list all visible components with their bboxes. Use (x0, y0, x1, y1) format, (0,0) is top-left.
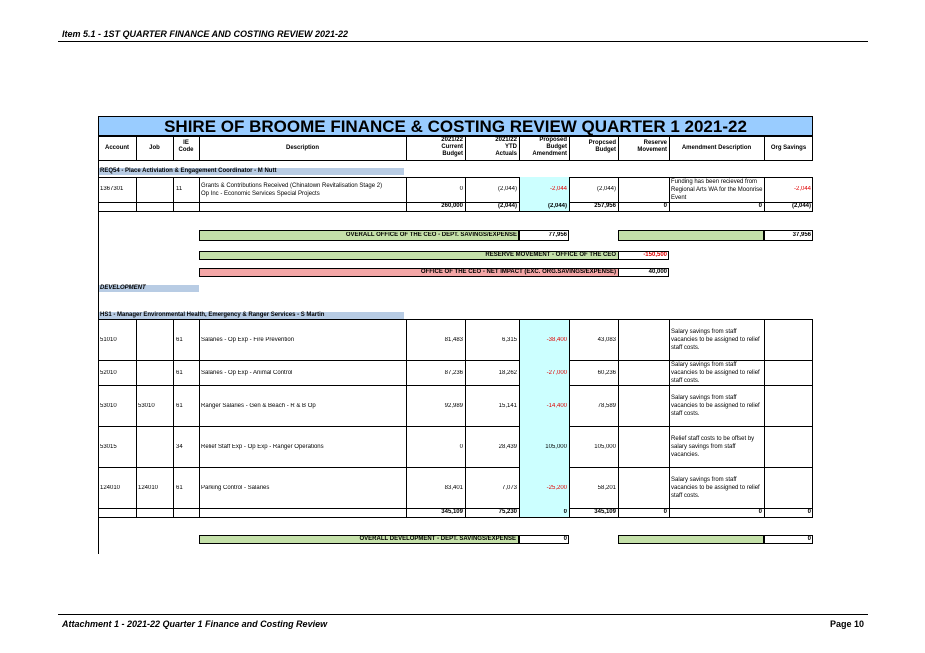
sheet-left-border (98, 116, 99, 554)
dev-savings-label: OVERALL DEVELOPMENT - DEPT. SAVINGS/EXPENSE (359, 536, 516, 542)
account-cell: 53010 (100, 403, 117, 409)
col-description: Description (285, 145, 319, 151)
total-reserve: 0 (663, 203, 667, 209)
page-number: Page 10 (830, 619, 865, 629)
col-reserve-movement: Reserve Movement (637, 140, 667, 153)
col-org-savings: Org Savings (770, 145, 807, 151)
total-current: 260,000 (441, 203, 463, 209)
current-cell: 83,401 (444, 485, 463, 491)
current-cell: 92,989 (444, 403, 463, 409)
amendment-cell: -25,200 (546, 485, 567, 491)
total-reserve: 0 (663, 509, 667, 515)
job-cell: 53010 (138, 403, 155, 409)
amend-desc-cell: Salary savings from staff vacancies to be assigned to relief staff costs. (671, 362, 760, 384)
account-cell: 52010 (100, 370, 117, 376)
current-cell: 87,236 (444, 370, 463, 376)
ceo-savings-label: OVERALL OFFICE OF THE CEO - DEPT. SAVINGS/EXPENSE (345, 232, 517, 238)
ceo-org-value: 37,956 (792, 232, 811, 238)
description-cell: Grants & Contributions Received (Chinatown Revitalisation Stage 2) Op Inc - Economic Services Special Projects (201, 183, 383, 197)
ytd-cell: 28,439 (498, 444, 517, 450)
ytd-cell: (2,044) (497, 186, 517, 192)
total-ytd: (2,044) (497, 203, 517, 209)
col-proposed-budget: Propcsed Budget (588, 140, 616, 153)
ceo-savings-value: 77,956 (548, 232, 567, 238)
amendment-cell: -38,400 (546, 337, 567, 343)
ytd-cell: 7,073 (501, 485, 517, 491)
ytd-cell: 15,141 (498, 403, 517, 409)
current-cell: 0 (459, 186, 463, 192)
total-amend-desc: 0 (758, 509, 762, 515)
amend-desc-cell: Funding has been recieved from Regional Arts WA for the Moonrise Event (671, 179, 763, 201)
description-cell: Salaries - Op Exp - Fire Prevention (201, 337, 295, 343)
item-title: Item 5.1 - 1ST QUARTER FINANCE AND COSTING REVIEW 2021-22 (62, 29, 349, 39)
header-rule (58, 41, 868, 42)
total-amendment: 0 (563, 509, 567, 515)
ie-cell: 34 (176, 444, 183, 450)
attachment-label: Attachment 1 - 2021-22 Quarter 1 Finance and Costing Review (62, 619, 328, 629)
ie-cell: 61 (176, 370, 183, 376)
total-amend-desc: 0 (758, 203, 762, 209)
col-amendment-description: Amendment Description (681, 145, 752, 151)
account-cell: 1367301 (100, 186, 124, 192)
proposed-cell: 105,000 (594, 444, 616, 450)
dev-org-value: 0 (807, 536, 811, 542)
total-amendment: (2,044) (547, 203, 567, 209)
report-title: SHIRE OF BROOME FINANCE & COSTING REVIEW QUARTER 1 2021-22 (98, 116, 813, 136)
ie-cell: 61 (176, 403, 183, 409)
dev-savings-value: 0 (563, 536, 567, 542)
col-ytd-actuals: 2021/22 YTD Actuals (495, 137, 517, 157)
job-cell: 124010 (138, 485, 159, 491)
ceo-net-value: 40,000 (648, 269, 667, 275)
total-ytd: 75,230 (498, 509, 517, 515)
amendment-cell: 105,000 (545, 444, 567, 450)
org-cell: -2,044 (793, 186, 811, 192)
ytd-cell: 6,315 (501, 337, 517, 343)
col-account: Account (105, 145, 129, 151)
description-cell: Relief Staff Exp - Op Exp - Ranger Operations (201, 444, 324, 450)
col-ie: IE Code (178, 140, 194, 153)
dev-green-bar (618, 535, 764, 544)
col-current-budget: 2021/22 Current Budget (441, 137, 463, 157)
development-label: DEVELOPMENT (100, 285, 146, 291)
proposed-cell: 60,236 (597, 370, 616, 376)
description-cell: Ranger Salaries - Gen & Beach - R & B Op (201, 403, 316, 409)
col-proposed-amendment: Proposed Budget Amendment (532, 137, 567, 157)
amendment-cell: -27,000 (546, 370, 567, 376)
proposed-cell: 78,589 (597, 403, 616, 409)
account-cell: 51010 (100, 337, 117, 343)
account-cell: 53015 (100, 444, 117, 450)
proposed-cell: 58,201 (597, 485, 616, 491)
proposed-cell: (2,044) (596, 186, 616, 192)
section1-heading: REQ54 - Place Activiation & Engagement Coordinator - M Nutt (100, 168, 277, 174)
total-org: 0 (807, 509, 811, 515)
ceo-reserve-label: RESERVE MOVEMENT - OFFICE OF THE CEO (485, 252, 616, 258)
account-cell: 124010 (100, 485, 121, 491)
amendment-cell: -14,400 (546, 403, 567, 409)
current-cell: 0 (459, 444, 463, 450)
description-cell: Parking Control - Salaries (201, 485, 270, 491)
amendment-cell: -2,044 (549, 186, 567, 192)
proposed-cell: 43,083 (597, 337, 616, 343)
amend-desc-cell: Salary savings from staff vacancies to be assigned to relief staff costs. (671, 329, 760, 351)
ie-cell: 11 (176, 186, 183, 192)
ie-cell: 61 (176, 337, 183, 343)
total-current: 345,109 (441, 509, 463, 515)
ceo-net-label: OFFICE OF THE CEO - NET IMPACT (EXC. ORG.SAVINGS/EXPENSE) (420, 269, 616, 275)
ceo-green-bar (618, 230, 764, 241)
current-cell: 81,483 (444, 337, 463, 343)
total-proposed: 257,956 (594, 203, 616, 209)
ie-cell: 61 (176, 485, 183, 491)
ceo-reserve-value: -150,500 (643, 252, 667, 258)
col-job: Job (149, 145, 160, 151)
amend-desc-cell: Salary savings from staff vacancies to be assigned to relief staff costs. (671, 477, 760, 499)
amend-desc-cell: Salary savings from staff vacancies to be assigned to relief staff costs. (671, 395, 760, 417)
amend-desc-cell: Relief staff costs to be offset by salary savings from staff vacancies. (671, 436, 755, 458)
description-cell: Salaries - Op Exp - Animal Control (201, 370, 293, 376)
total-org: (2,044) (791, 203, 811, 209)
total-proposed: 345,109 (594, 509, 616, 515)
footer-rule (58, 614, 868, 615)
development-heading: HS1 - Manager Environmental Health, Emergency & Ranger Services - S Martin (100, 312, 325, 318)
ytd-cell: 18,262 (498, 370, 517, 376)
